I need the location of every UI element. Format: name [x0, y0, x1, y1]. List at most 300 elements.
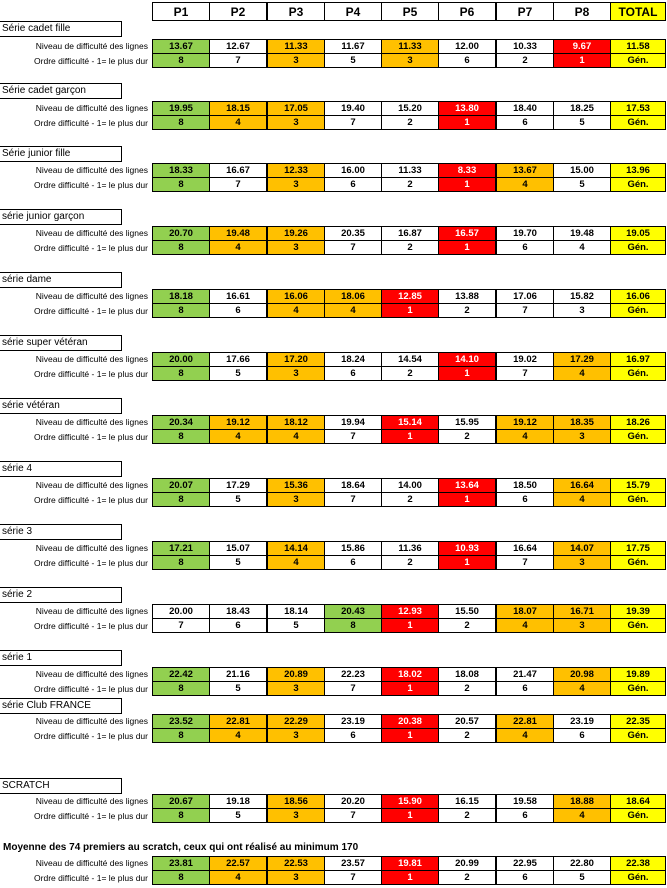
order-cell: 7 — [324, 808, 382, 823]
level-cell: 19.48 — [553, 226, 611, 241]
total-order-cell: Gén. — [610, 728, 666, 743]
level-cell: 22.95 — [496, 856, 554, 871]
order-cell: 3 — [267, 681, 325, 696]
column-header-p7: P7 — [496, 2, 554, 21]
order-cell: 2 — [381, 240, 439, 255]
order-cell: 6 — [496, 492, 554, 507]
row-label-level: Niveau de difficulté des lignes — [35, 103, 148, 113]
order-cell: 3 — [267, 366, 325, 381]
order-cell: 2 — [438, 681, 496, 696]
total-order-cell: Gén. — [610, 366, 666, 381]
order-cell: 5 — [553, 177, 611, 192]
level-cell: 18.07 — [496, 604, 554, 619]
level-cell: 16.06 — [267, 289, 325, 304]
level-cell: 14.00 — [381, 478, 439, 493]
level-cell: 9.67 — [553, 39, 611, 54]
level-cell: 11.36 — [381, 541, 439, 556]
level-cell: 22.29 — [267, 714, 325, 729]
order-cell: 6 — [209, 303, 267, 318]
total-order-cell: Gén. — [610, 53, 666, 68]
order-cell: 3 — [267, 115, 325, 130]
row-label-order: Ordre difficulté - 1= le plus dur — [34, 243, 148, 253]
order-cell: 1 — [438, 366, 496, 381]
order-cell: 2 — [381, 366, 439, 381]
row-label-level: Niveau de difficulté des lignes — [35, 228, 148, 238]
order-cell: 3 — [553, 555, 611, 570]
level-cell: 20.70 — [152, 226, 210, 241]
level-cell: 20.34 — [152, 415, 210, 430]
order-cell: 8 — [152, 808, 210, 823]
level-cell: 13.80 — [438, 101, 496, 116]
level-cell: 19.94 — [324, 415, 382, 430]
level-cell: 18.88 — [553, 794, 611, 809]
level-cell: 19.02 — [496, 352, 554, 367]
order-cell: 8 — [152, 303, 210, 318]
level-cell: 12.85 — [381, 289, 439, 304]
row-label-level: Niveau de difficulté des lignes — [35, 796, 148, 806]
row-label-order: Ordre difficulté - 1= le plus dur — [34, 118, 148, 128]
total-order-cell: Gén. — [610, 303, 666, 318]
order-cell: 2 — [381, 492, 439, 507]
level-cell: 22.42 — [152, 667, 210, 682]
order-cell: 8 — [152, 177, 210, 192]
order-cell: 8 — [152, 681, 210, 696]
order-cell: 1 — [438, 177, 496, 192]
level-cell: 16.71 — [553, 604, 611, 619]
order-cell: 7 — [209, 53, 267, 68]
level-cell: 18.33 — [152, 163, 210, 178]
level-cell: 20.38 — [381, 714, 439, 729]
level-cell: 20.57 — [438, 714, 496, 729]
section-title: Moyenne des 74 premiers au scratch, ceux qui ont réalisé au minimum 170 — [3, 842, 359, 853]
total-order-cell: Gén. — [610, 618, 666, 633]
column-header-p6: P6 — [438, 2, 496, 21]
row-label-level: Niveau de difficulté des lignes — [35, 165, 148, 175]
level-cell: 11.33 — [267, 39, 325, 54]
order-cell: 5 — [209, 555, 267, 570]
section-title: série 4 — [0, 461, 122, 477]
order-cell: 7 — [209, 177, 267, 192]
order-cell: 3 — [267, 728, 325, 743]
row-label-order: Ordre difficulté - 1= le plus dur — [34, 684, 148, 694]
level-cell: 23.57 — [324, 856, 382, 871]
level-cell: 19.48 — [209, 226, 267, 241]
order-cell: 7 — [324, 429, 382, 444]
level-cell: 16.00 — [324, 163, 382, 178]
order-cell: 6 — [496, 681, 554, 696]
total-order-cell: Gén. — [610, 115, 666, 130]
level-cell: 18.56 — [267, 794, 325, 809]
level-cell: 15.14 — [381, 415, 439, 430]
order-cell: 5 — [553, 870, 611, 885]
level-cell: 17.21 — [152, 541, 210, 556]
row-label-order: Ordre difficulté - 1= le plus dur — [34, 621, 148, 631]
section-title: Série cadet garçon — [0, 83, 122, 99]
total-level-cell: 19.39 — [610, 604, 666, 619]
section-title: série Club FRANCE — [0, 698, 122, 714]
level-cell: 22.81 — [209, 714, 267, 729]
column-header-p3: P3 — [267, 2, 325, 21]
level-cell: 18.02 — [381, 667, 439, 682]
order-cell: 8 — [152, 555, 210, 570]
order-cell: 6 — [324, 366, 382, 381]
order-cell: 8 — [324, 618, 382, 633]
level-cell: 15.50 — [438, 604, 496, 619]
level-cell: 20.00 — [152, 604, 210, 619]
order-cell: 7 — [324, 115, 382, 130]
level-cell: 8.33 — [438, 163, 496, 178]
level-cell: 13.64 — [438, 478, 496, 493]
order-cell: 3 — [267, 492, 325, 507]
section-title: série dame — [0, 272, 122, 288]
order-cell: 1 — [381, 681, 439, 696]
section-title: série 2 — [0, 587, 122, 603]
column-header-p4: P4 — [324, 2, 382, 21]
level-cell: 18.18 — [152, 289, 210, 304]
order-cell: 4 — [209, 870, 267, 885]
level-cell: 12.33 — [267, 163, 325, 178]
level-cell: 18.12 — [267, 415, 325, 430]
level-cell: 22.80 — [553, 856, 611, 871]
order-cell: 7 — [496, 366, 554, 381]
row-label-level: Niveau de difficulté des lignes — [35, 858, 148, 868]
level-cell: 13.67 — [496, 163, 554, 178]
level-cell: 16.87 — [381, 226, 439, 241]
total-level-cell: 22.35 — [610, 714, 666, 729]
level-cell: 17.29 — [553, 352, 611, 367]
row-label-order: Ordre difficulté - 1= le plus dur — [34, 495, 148, 505]
level-cell: 19.81 — [381, 856, 439, 871]
total-level-cell: 17.75 — [610, 541, 666, 556]
row-label-order: Ordre difficulté - 1= le plus dur — [34, 369, 148, 379]
total-level-cell: 22.38 — [610, 856, 666, 871]
order-cell: 4 — [553, 681, 611, 696]
order-cell: 4 — [496, 728, 554, 743]
order-cell: 1 — [381, 870, 439, 885]
level-cell: 23.19 — [324, 714, 382, 729]
level-cell: 15.95 — [438, 415, 496, 430]
order-cell: 8 — [152, 115, 210, 130]
order-cell: 7 — [324, 870, 382, 885]
level-cell: 18.35 — [553, 415, 611, 430]
level-cell: 20.07 — [152, 478, 210, 493]
order-cell: 1 — [438, 240, 496, 255]
order-cell: 4 — [553, 366, 611, 381]
order-cell: 4 — [209, 728, 267, 743]
order-cell: 3 — [267, 870, 325, 885]
total-level-cell: 19.05 — [610, 226, 666, 241]
level-cell: 12.67 — [209, 39, 267, 54]
level-cell: 18.24 — [324, 352, 382, 367]
row-label-order: Ordre difficulté - 1= le plus dur — [34, 811, 148, 821]
order-cell: 4 — [209, 115, 267, 130]
level-cell: 15.20 — [381, 101, 439, 116]
level-cell: 17.66 — [209, 352, 267, 367]
row-label-level: Niveau de difficulté des lignes — [35, 41, 148, 51]
row-label-level: Niveau de difficulté des lignes — [35, 354, 148, 364]
level-cell: 19.58 — [496, 794, 554, 809]
row-label-level: Niveau de difficulté des lignes — [35, 543, 148, 553]
level-cell: 13.88 — [438, 289, 496, 304]
order-cell: 1 — [381, 808, 439, 823]
level-cell: 16.57 — [438, 226, 496, 241]
order-cell: 2 — [438, 808, 496, 823]
order-cell: 2 — [381, 115, 439, 130]
order-cell: 3 — [553, 429, 611, 444]
row-label-order: Ordre difficulté - 1= le plus dur — [34, 432, 148, 442]
order-cell: 3 — [267, 53, 325, 68]
level-cell: 11.33 — [381, 163, 439, 178]
level-cell: 22.53 — [267, 856, 325, 871]
order-cell: 5 — [553, 115, 611, 130]
order-cell: 6 — [496, 808, 554, 823]
order-cell: 1 — [553, 53, 611, 68]
row-label-level: Niveau de difficulté des lignes — [35, 291, 148, 301]
order-cell: 7 — [496, 303, 554, 318]
level-cell: 20.67 — [152, 794, 210, 809]
level-cell: 16.64 — [496, 541, 554, 556]
total-level-cell: 18.64 — [610, 794, 666, 809]
level-cell: 10.33 — [496, 39, 554, 54]
order-cell: 5 — [209, 808, 267, 823]
level-cell: 12.00 — [438, 39, 496, 54]
level-cell: 15.86 — [324, 541, 382, 556]
order-cell: 4 — [267, 555, 325, 570]
order-cell: 4 — [496, 177, 554, 192]
row-label-level: Niveau de difficulté des lignes — [35, 417, 148, 427]
level-cell: 15.00 — [553, 163, 611, 178]
order-cell: 4 — [496, 429, 554, 444]
level-cell: 18.50 — [496, 478, 554, 493]
order-cell: 6 — [553, 728, 611, 743]
level-cell: 15.82 — [553, 289, 611, 304]
level-cell: 21.47 — [496, 667, 554, 682]
row-label-level: Niveau de difficulté des lignes — [35, 716, 148, 726]
order-cell: 7 — [324, 681, 382, 696]
order-cell: 5 — [209, 681, 267, 696]
level-cell: 14.14 — [267, 541, 325, 556]
row-label-order: Ordre difficulté - 1= le plus dur — [34, 558, 148, 568]
total-level-cell: 17.53 — [610, 101, 666, 116]
order-cell: 6 — [324, 555, 382, 570]
total-level-cell: 11.58 — [610, 39, 666, 54]
order-cell: 4 — [324, 303, 382, 318]
order-cell: 8 — [152, 53, 210, 68]
level-cell: 20.35 — [324, 226, 382, 241]
level-cell: 14.07 — [553, 541, 611, 556]
order-cell: 7 — [324, 492, 382, 507]
order-cell: 1 — [381, 618, 439, 633]
total-level-cell: 13.96 — [610, 163, 666, 178]
order-cell: 7 — [152, 618, 210, 633]
order-cell: 4 — [496, 618, 554, 633]
level-cell: 19.12 — [209, 415, 267, 430]
order-cell: 1 — [381, 728, 439, 743]
order-cell: 5 — [209, 492, 267, 507]
level-cell: 14.54 — [381, 352, 439, 367]
level-cell: 12.93 — [381, 604, 439, 619]
order-cell: 4 — [553, 808, 611, 823]
column-header-p5: P5 — [381, 2, 439, 21]
level-cell: 22.81 — [496, 714, 554, 729]
level-cell: 20.98 — [553, 667, 611, 682]
order-cell: 8 — [152, 240, 210, 255]
level-cell: 22.23 — [324, 667, 382, 682]
order-cell: 1 — [381, 303, 439, 318]
level-cell: 17.05 — [267, 101, 325, 116]
level-cell: 22.57 — [209, 856, 267, 871]
order-cell: 3 — [381, 53, 439, 68]
order-cell: 5 — [267, 618, 325, 633]
section-title: série junior garçon — [0, 209, 122, 225]
total-order-cell: Gén. — [610, 681, 666, 696]
level-cell: 18.14 — [267, 604, 325, 619]
level-cell: 18.06 — [324, 289, 382, 304]
order-cell: 6 — [496, 870, 554, 885]
level-cell: 19.70 — [496, 226, 554, 241]
order-cell: 2 — [381, 555, 439, 570]
level-cell: 20.89 — [267, 667, 325, 682]
column-header-p8: P8 — [553, 2, 611, 21]
row-label-order: Ordre difficulté - 1= le plus dur — [34, 731, 148, 741]
order-cell: 8 — [152, 492, 210, 507]
level-cell: 16.67 — [209, 163, 267, 178]
level-cell: 19.26 — [267, 226, 325, 241]
level-cell: 18.64 — [324, 478, 382, 493]
row-label-order: Ordre difficulté - 1= le plus dur — [34, 306, 148, 316]
total-level-cell: 19.89 — [610, 667, 666, 682]
order-cell: 2 — [438, 303, 496, 318]
section-title: Série junior fille — [0, 146, 122, 162]
row-label-order: Ordre difficulté - 1= le plus dur — [34, 873, 148, 883]
order-cell: 3 — [267, 808, 325, 823]
total-level-cell: 16.06 — [610, 289, 666, 304]
order-cell: 1 — [438, 115, 496, 130]
total-order-cell: Gén. — [610, 808, 666, 823]
order-cell: 6 — [324, 728, 382, 743]
order-cell: 8 — [152, 870, 210, 885]
order-cell: 2 — [496, 53, 554, 68]
level-cell: 19.40 — [324, 101, 382, 116]
level-cell: 19.18 — [209, 794, 267, 809]
order-cell: 6 — [496, 115, 554, 130]
level-cell: 18.15 — [209, 101, 267, 116]
order-cell: 4 — [209, 240, 267, 255]
level-cell: 10.93 — [438, 541, 496, 556]
order-cell: 7 — [496, 555, 554, 570]
section-title: SCRATCH — [0, 778, 122, 794]
total-order-cell: Gén. — [610, 492, 666, 507]
level-cell: 18.43 — [209, 604, 267, 619]
row-label-level: Niveau de difficulté des lignes — [35, 669, 148, 679]
order-cell: 8 — [152, 366, 210, 381]
section-title: série 1 — [0, 650, 122, 666]
column-header-p2: P2 — [209, 2, 267, 21]
row-label-order: Ordre difficulté - 1= le plus dur — [34, 180, 148, 190]
level-cell: 18.08 — [438, 667, 496, 682]
order-cell: 4 — [267, 303, 325, 318]
order-cell: 5 — [209, 366, 267, 381]
order-cell: 4 — [209, 429, 267, 444]
level-cell: 23.81 — [152, 856, 210, 871]
order-cell: 6 — [324, 177, 382, 192]
total-level-cell: 15.79 — [610, 478, 666, 493]
order-cell: 5 — [324, 53, 382, 68]
level-cell: 13.67 — [152, 39, 210, 54]
total-order-cell: Gén. — [610, 555, 666, 570]
total-order-cell: Gén. — [610, 177, 666, 192]
total-order-cell: Gén. — [610, 240, 666, 255]
level-cell: 16.61 — [209, 289, 267, 304]
column-header-total: TOTAL — [610, 2, 666, 21]
order-cell: 3 — [553, 303, 611, 318]
column-header-p1: P1 — [152, 2, 210, 21]
level-cell: 20.43 — [324, 604, 382, 619]
order-cell: 8 — [152, 429, 210, 444]
order-cell: 6 — [496, 240, 554, 255]
section-title: série 3 — [0, 524, 122, 540]
level-cell: 14.10 — [438, 352, 496, 367]
order-cell: 1 — [438, 492, 496, 507]
order-cell: 2 — [438, 618, 496, 633]
level-cell: 20.20 — [324, 794, 382, 809]
level-cell: 23.19 — [553, 714, 611, 729]
order-cell: 2 — [438, 429, 496, 444]
order-cell: 4 — [553, 240, 611, 255]
order-cell: 4 — [267, 429, 325, 444]
level-cell: 23.52 — [152, 714, 210, 729]
total-level-cell: 18.26 — [610, 415, 666, 430]
level-cell: 16.64 — [553, 478, 611, 493]
level-cell: 11.67 — [324, 39, 382, 54]
order-cell: 3 — [553, 618, 611, 633]
order-cell: 1 — [381, 429, 439, 444]
level-cell: 17.06 — [496, 289, 554, 304]
order-cell: 2 — [438, 728, 496, 743]
level-cell: 15.36 — [267, 478, 325, 493]
order-cell: 2 — [381, 177, 439, 192]
section-title: série super vétéran — [0, 335, 122, 351]
level-cell: 17.20 — [267, 352, 325, 367]
level-cell: 18.25 — [553, 101, 611, 116]
order-cell: 4 — [553, 492, 611, 507]
level-cell: 15.90 — [381, 794, 439, 809]
level-cell: 16.15 — [438, 794, 496, 809]
level-cell: 11.33 — [381, 39, 439, 54]
order-cell: 3 — [267, 177, 325, 192]
order-cell: 8 — [152, 728, 210, 743]
order-cell: 3 — [267, 240, 325, 255]
level-cell: 15.07 — [209, 541, 267, 556]
row-label-level: Niveau de difficulté des lignes — [35, 606, 148, 616]
order-cell: 1 — [438, 555, 496, 570]
level-cell: 19.95 — [152, 101, 210, 116]
level-cell: 21.16 — [209, 667, 267, 682]
total-order-cell: Gén. — [610, 429, 666, 444]
row-label-level: Niveau de difficulté des lignes — [35, 480, 148, 490]
section-title: série vétéran — [0, 398, 122, 414]
section-title: Série cadet fille — [0, 21, 122, 37]
level-cell: 20.99 — [438, 856, 496, 871]
total-level-cell: 16.97 — [610, 352, 666, 367]
order-cell: 2 — [438, 870, 496, 885]
level-cell: 20.00 — [152, 352, 210, 367]
total-order-cell: Gén. — [610, 870, 666, 885]
level-cell: 19.12 — [496, 415, 554, 430]
row-label-order: Ordre difficulté - 1= le plus dur — [34, 56, 148, 66]
order-cell: 7 — [324, 240, 382, 255]
level-cell: 18.40 — [496, 101, 554, 116]
